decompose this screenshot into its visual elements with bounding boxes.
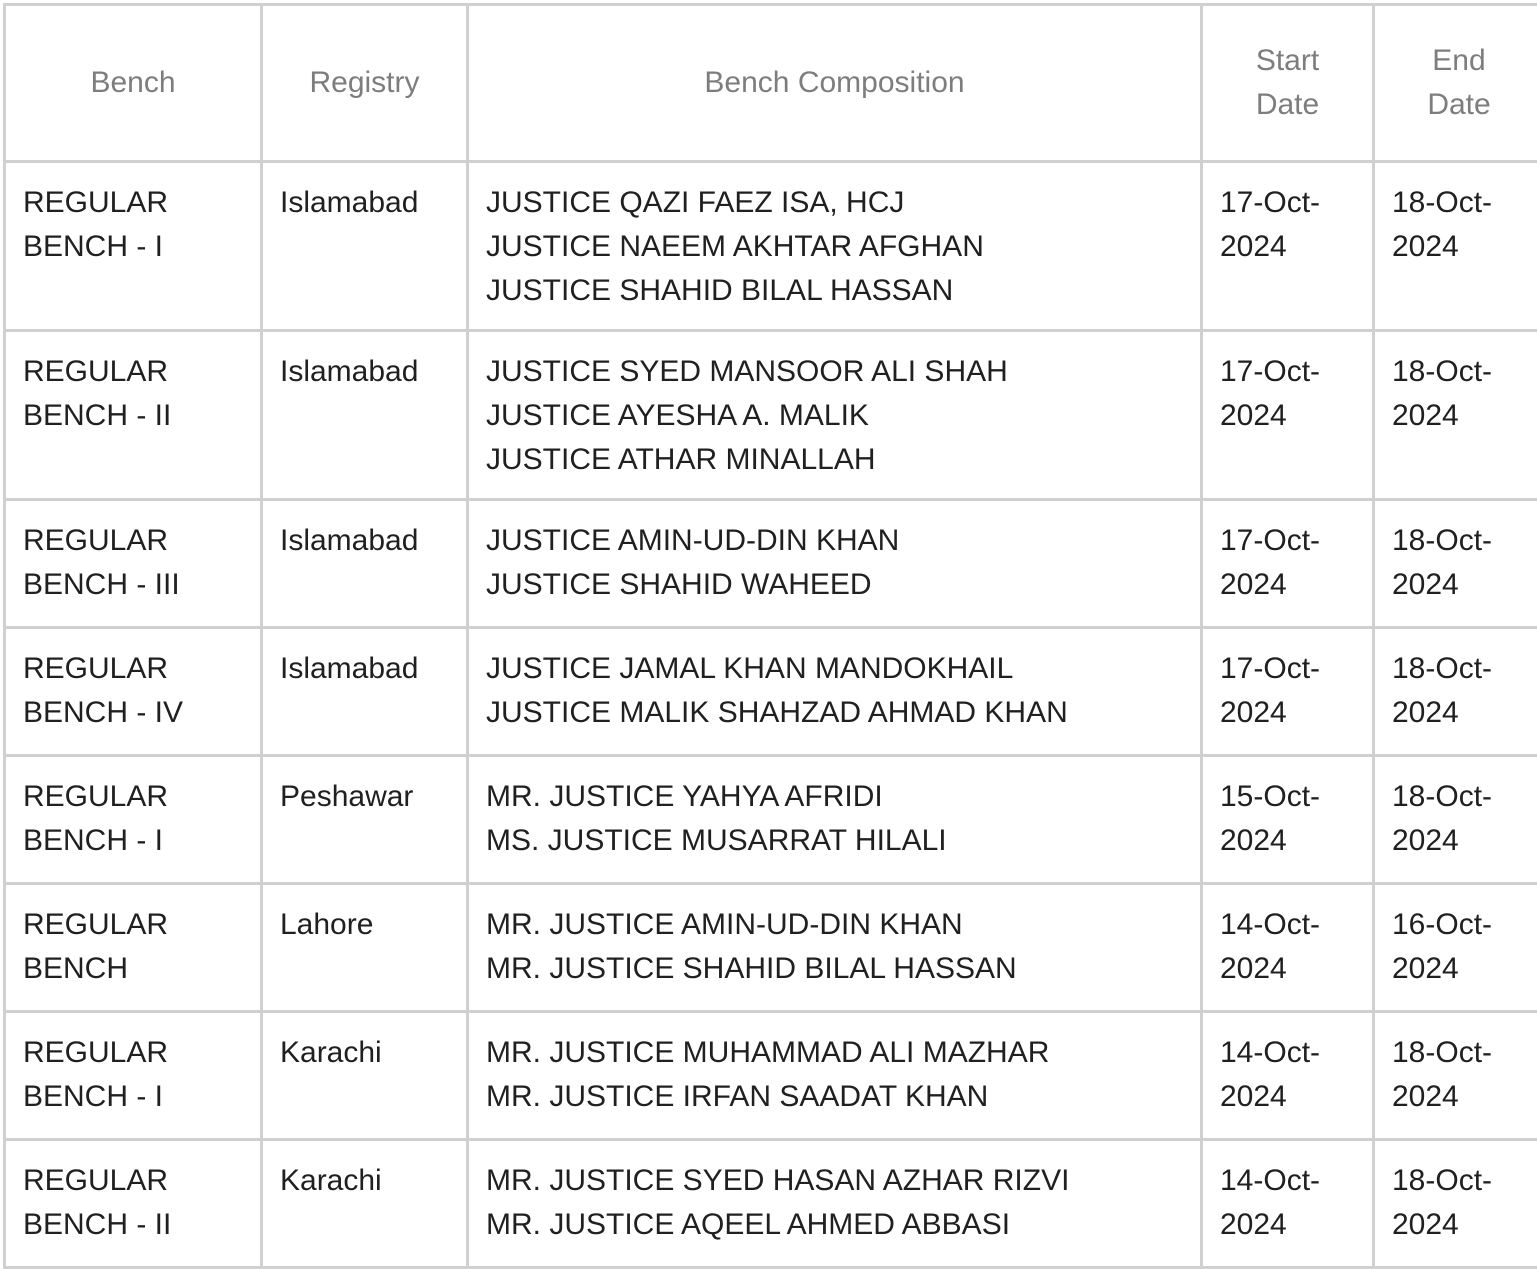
end-date-cell: 18-Oct- 2024: [1374, 628, 1537, 756]
start-date-cell: 14-Oct- 2024: [1202, 884, 1374, 1012]
registry-cell: Islamabad: [262, 628, 468, 756]
header-end-date: End Date: [1374, 5, 1537, 162]
registry-cell: Karachi: [262, 1140, 468, 1268]
table-row: [5, 162, 1537, 331]
end-date-cell: 16-Oct- 2024: [1374, 884, 1537, 1012]
composition-cell: MR. JUSTICE MUHAMMAD ALI MAZHAR MR. JUSTICE IRFAN SAADAT KHAN: [468, 1012, 1202, 1140]
header-registry: Registry: [262, 5, 468, 162]
composition-cell: JUSTICE SYED MANSOOR ALI SHAH JUSTICE AYESHA A. MALIK JUSTICE ATHAR MINALLAH: [468, 331, 1202, 500]
registry-cell: Karachi: [262, 1012, 468, 1140]
table-row: [5, 500, 1537, 628]
registry-cell: Islamabad: [262, 162, 468, 331]
start-date-cell: 17-Oct- 2024: [1202, 500, 1374, 628]
end-date-cell: 18-Oct- 2024: [1374, 500, 1537, 628]
bench-cell: REGULAR BENCH: [5, 884, 262, 1012]
start-date-cell: 17-Oct- 2024: [1202, 331, 1374, 500]
composition-cell: JUSTICE QAZI FAEZ ISA, HCJ JUSTICE NAEEM AKHTAR AFGHAN JUSTICE SHAHID BILAL HASSAN: [468, 162, 1202, 331]
bench-roster-table: [3, 3, 1537, 1269]
composition-cell: JUSTICE AMIN-UD-DIN KHAN JUSTICE SHAHID WAHEED: [468, 500, 1202, 628]
composition-cell: MR. JUSTICE YAHYA AFRIDI MS. JUSTICE MUSARRAT HILALI: [468, 756, 1202, 884]
end-date-cell: 18-Oct- 2024: [1374, 1012, 1537, 1140]
bench-cell: REGULAR BENCH - I: [5, 162, 262, 331]
bench-cell: REGULAR BENCH - II: [5, 331, 262, 500]
start-date-cell: 15-Oct- 2024: [1202, 756, 1374, 884]
registry-cell: Lahore: [262, 884, 468, 1012]
composition-cell: MR. JUSTICE SYED HASAN AZHAR RIZVI MR. JUSTICE AQEEL AHMED ABBASI: [468, 1140, 1202, 1268]
table-row: [5, 1012, 1537, 1140]
table-row: [5, 884, 1537, 1012]
table-row: [5, 331, 1537, 500]
table-row: [5, 628, 1537, 756]
header-bench-composition: Bench Composition: [468, 5, 1202, 162]
start-date-cell: 17-Oct- 2024: [1202, 628, 1374, 756]
start-date-cell: 14-Oct- 2024: [1202, 1140, 1374, 1268]
bench-cell: REGULAR BENCH - III: [5, 500, 262, 628]
bench-cell: REGULAR BENCH - IV: [5, 628, 262, 756]
table-row: [5, 756, 1537, 884]
composition-cell: JUSTICE JAMAL KHAN MANDOKHAIL JUSTICE MALIK SHAHZAD AHMAD KHAN: [468, 628, 1202, 756]
bench-cell: REGULAR BENCH - I: [5, 1012, 262, 1140]
composition-cell: MR. JUSTICE AMIN-UD-DIN KHAN MR. JUSTICE SHAHID BILAL HASSAN: [468, 884, 1202, 1012]
bench-cell: REGULAR BENCH - II: [5, 1140, 262, 1268]
end-date-cell: 18-Oct- 2024: [1374, 1140, 1537, 1268]
end-date-cell: 18-Oct- 2024: [1374, 162, 1537, 331]
registry-cell: Islamabad: [262, 331, 468, 500]
header-start-date: Start Date: [1202, 5, 1374, 162]
start-date-cell: 14-Oct- 2024: [1202, 1012, 1374, 1140]
start-date-cell: 17-Oct- 2024: [1202, 162, 1374, 331]
registry-cell: Peshawar: [262, 756, 468, 884]
end-date-cell: 18-Oct- 2024: [1374, 756, 1537, 884]
end-date-cell: 18-Oct- 2024: [1374, 331, 1537, 500]
bench-cell: REGULAR BENCH - I: [5, 756, 262, 884]
table-row: [5, 1140, 1537, 1268]
header-row: [5, 5, 1537, 162]
header-bench: Bench: [5, 5, 262, 162]
registry-cell: Islamabad: [262, 500, 468, 628]
